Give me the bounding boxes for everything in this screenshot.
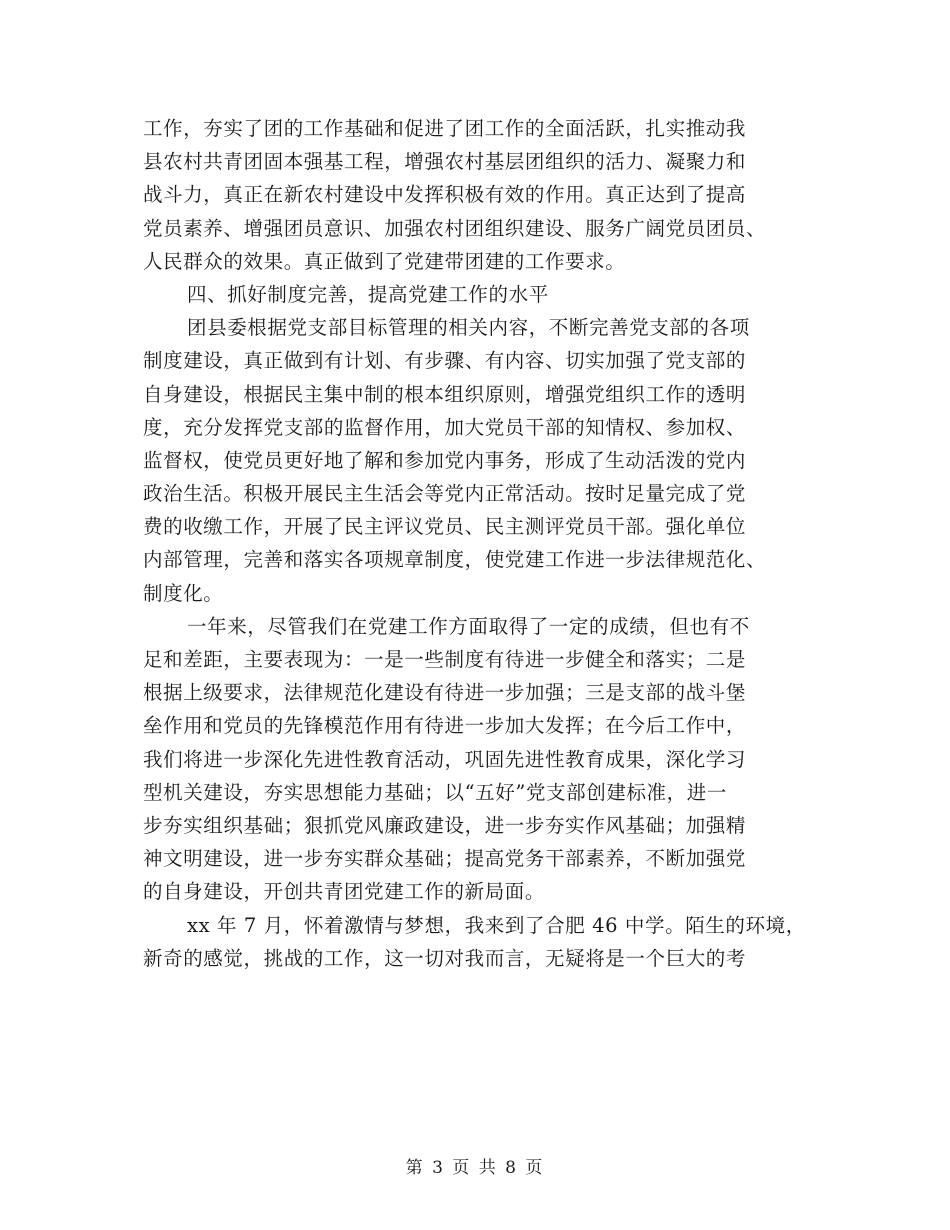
text-line: 根据上级要求，法律规范化建设有待进一步加强；三是支部的战斗堡 bbox=[143, 681, 747, 705]
text-line: 费的收缴工作，开展了民主评议党员、民主测评党员干部。强化单位 bbox=[143, 515, 747, 539]
text-line: 人民群众的效果。真正做到了党建带团建的工作要求。 bbox=[143, 249, 626, 273]
text-line: 工作，夯实了团的工作基础和促进了团工作的全面活跃，扎实推动我 bbox=[143, 117, 747, 140]
text-line: 一年来，尽管我们在党建工作方面取得了一定的成绩，但也有不 bbox=[187, 614, 750, 638]
text-line: xx 年 7 月，怀着激情与梦想，我来到了合肥 46 中学。陌生的环境， bbox=[187, 913, 806, 937]
text-line: 足和差距，主要表现为：一是一些制度有待进一步健全和落实；二是 bbox=[143, 648, 747, 671]
text-line: 度，充分发挥党支部的监督作用，加大党员干部的知情权、参加权、 bbox=[143, 415, 747, 439]
text-line: 政治生活。积极开展民主生活会等党内正常活动。按时足量完成了党 bbox=[143, 482, 747, 506]
text-line: 四、抓好制度完善，提高党建工作的水平 bbox=[187, 282, 549, 306]
text-line: 团县委根据党支部目标管理的相关内容，不断完善党支部的各项 bbox=[187, 316, 750, 340]
text-line: 监督权，使党员更好地了解和参加党内事务，形成了生动活泼的党内 bbox=[143, 448, 747, 472]
text-line: 步夯实组织基础；狠抓党风廉政建设，进一步夯实作风基础；加强精 bbox=[143, 813, 747, 837]
document-body bbox=[143, 112, 843, 975]
text-line: 党员素养、增强团员意识、加强农村团组织建设、服务广阔党员团员、 bbox=[143, 216, 767, 240]
text-line: 内部管理，完善和落实各项规章制度，使党建工作进一步法律规范化、 bbox=[143, 548, 767, 572]
text-line: 神文明建设，进一步夯实群众基础；提高党务干部素养，不断加强党 bbox=[143, 847, 747, 871]
text-line: 型机关建设，夯实思想能力基础；以“五好”党支部创建标准，进一 bbox=[143, 780, 727, 804]
text-line: 制度化。 bbox=[143, 581, 224, 605]
text-line: 制度建设，真正做到有计划、有步骤、有内容、切实加强了党支部的 bbox=[143, 349, 747, 373]
text-line: 我们将进一步深化先进性教育活动，巩固先进性教育成果，深化学习 bbox=[143, 747, 747, 771]
text-line: 新奇的感觉，挑战的工作，这一切对我而言，无疑将是一个巨大的考 bbox=[143, 946, 747, 970]
text-line: 战斗力，真正在新农村建设中发挥积极有效的作用。真正达到了提高 bbox=[143, 183, 747, 207]
text-line: 垒作用和党员的先锋模范作用有待进一步加大发挥；在今后工作中， bbox=[143, 714, 747, 738]
page-number-footer: 第 3 页 共 8 页 bbox=[405, 1158, 545, 1178]
text-line: 的自身建设，开创共青团党建工作的新局面。 bbox=[143, 880, 546, 904]
text-line: 县农村共青团固本强基工程，增强农村基层团组织的活力、凝聚力和 bbox=[143, 150, 747, 174]
text-line: 自身建设，根据民主集中制的根本组织原则，增强党组织工作的透明 bbox=[143, 382, 747, 406]
